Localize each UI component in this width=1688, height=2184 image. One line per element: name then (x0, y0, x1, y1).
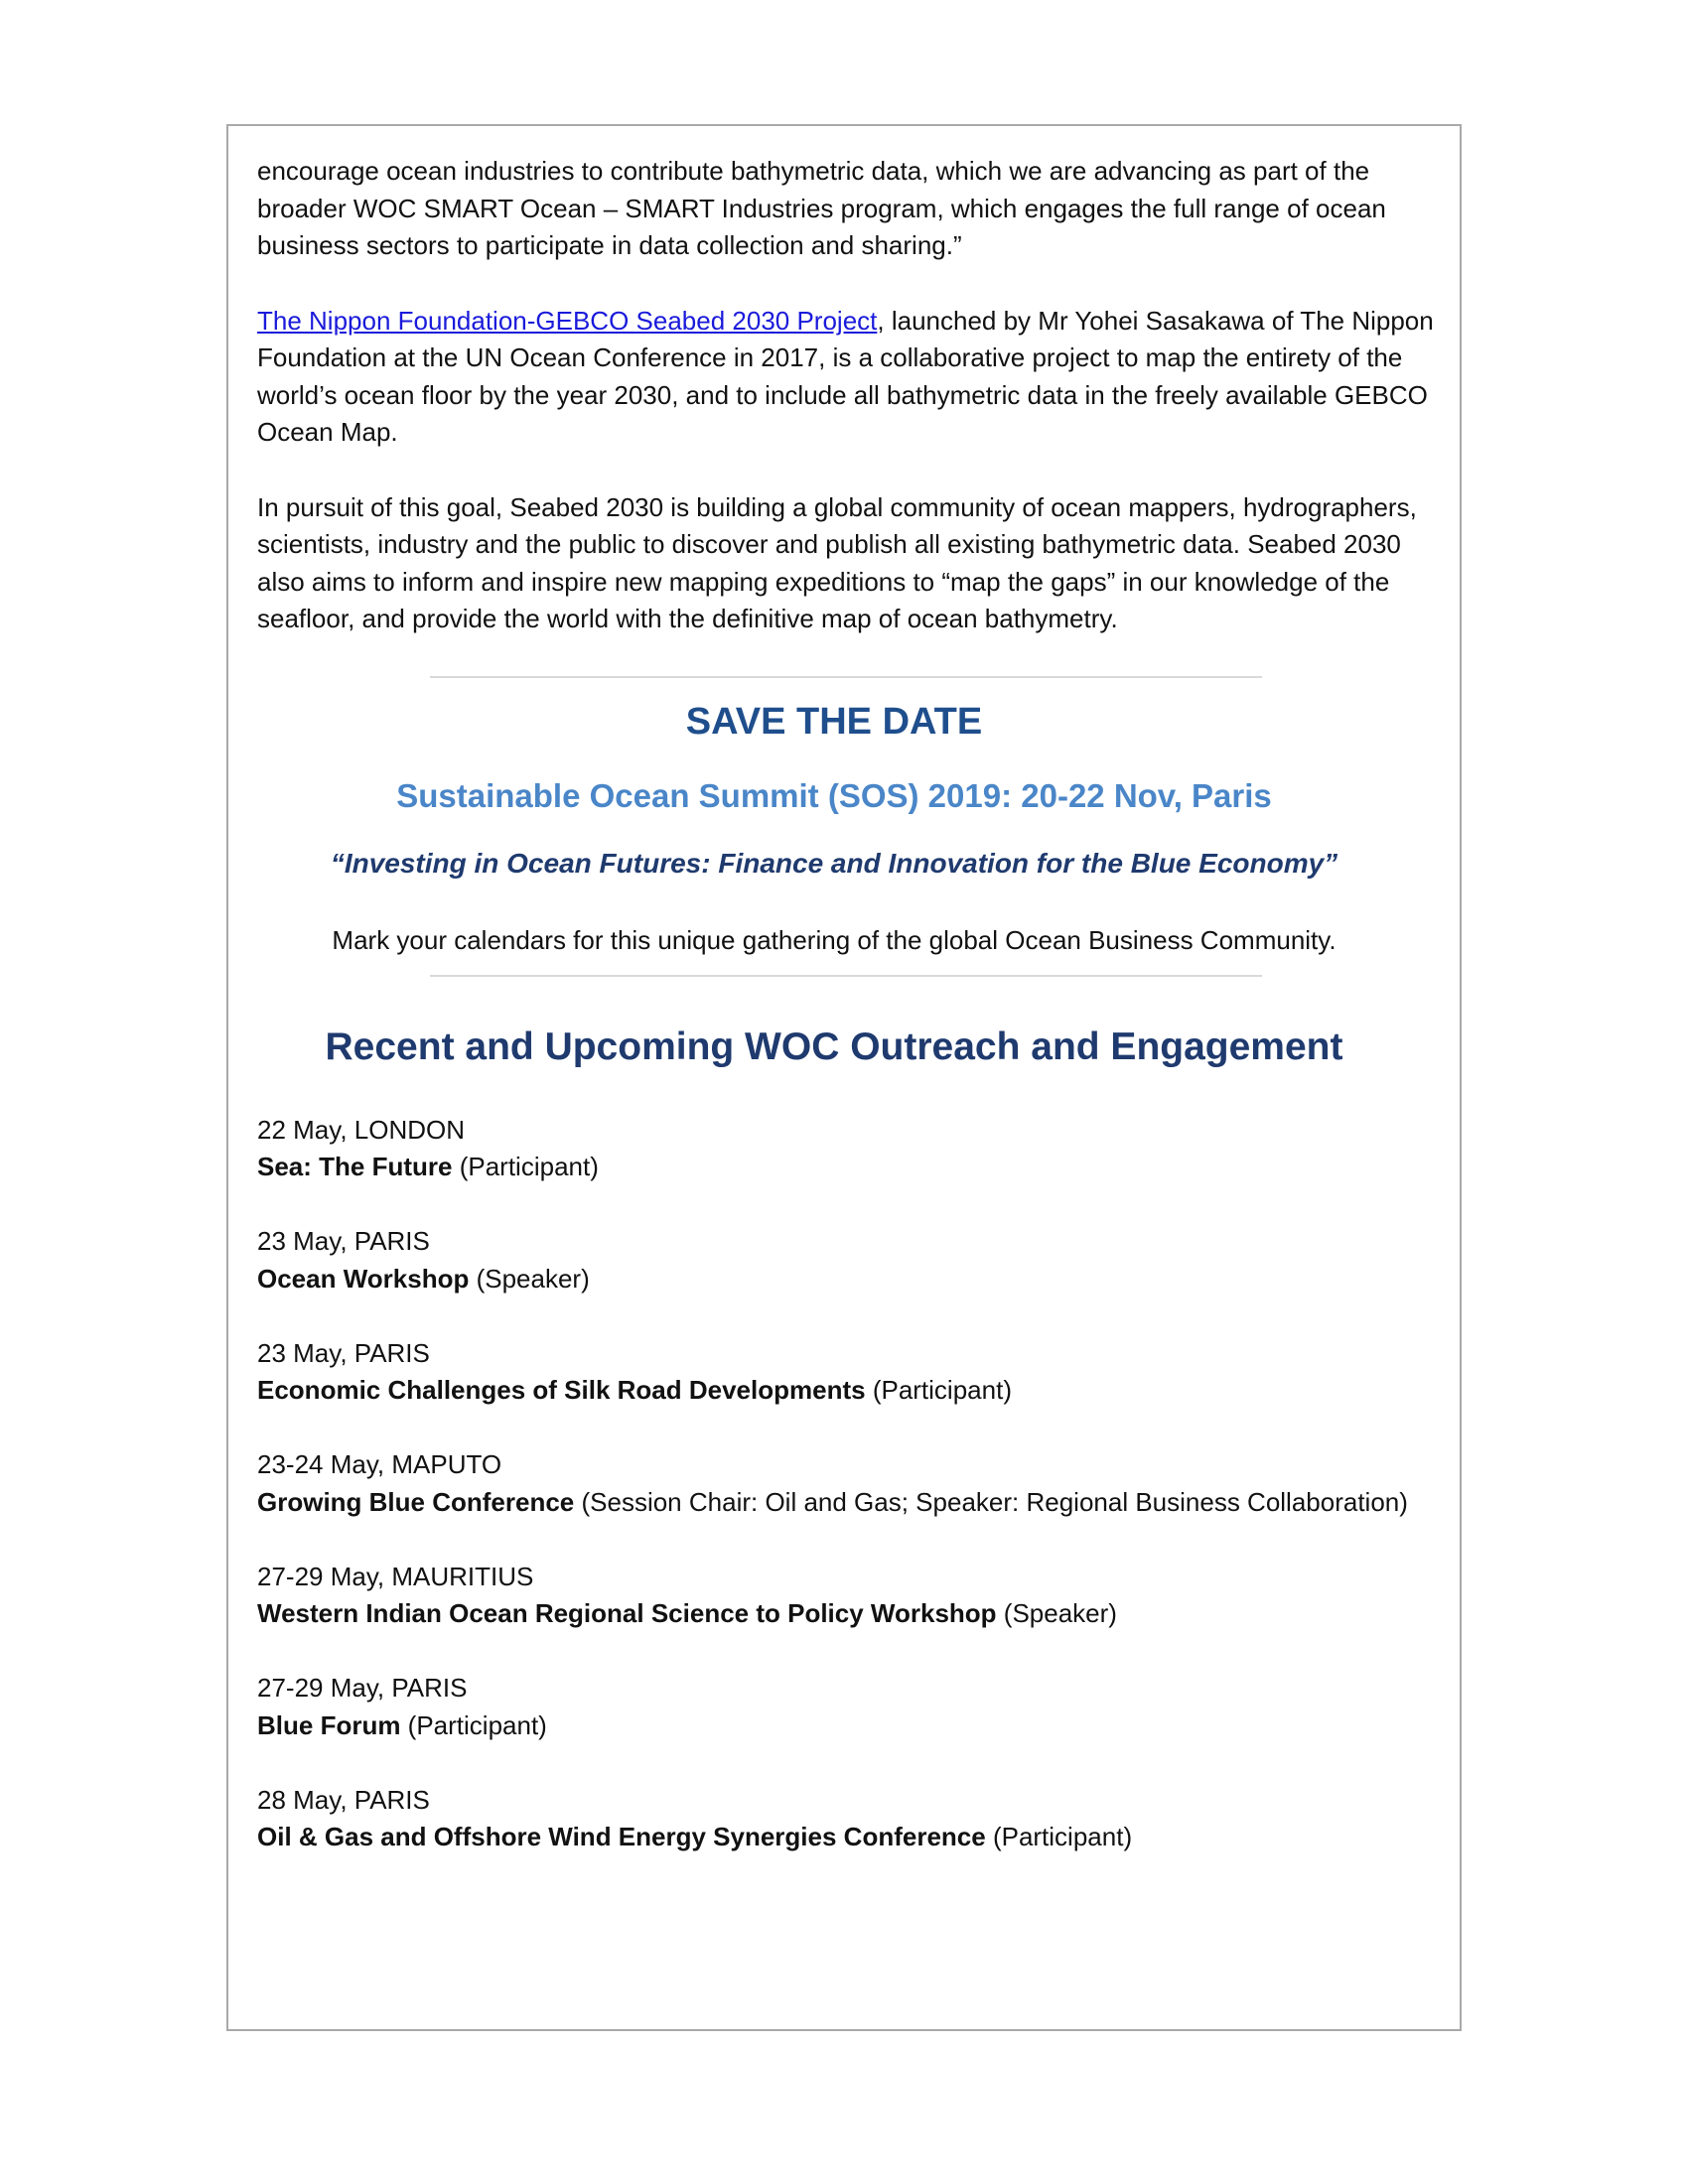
event-title: Ocean Workshop (257, 1263, 470, 1294)
event-role: (Speaker) (996, 1598, 1117, 1628)
event-title: Economic Challenges of Silk Road Developments (257, 1375, 866, 1405)
event-date: 23 May, PARIS (257, 1226, 430, 1256)
event-role: (Participant) (400, 1709, 547, 1740)
event-date: 27-29 May, MAURITIUS (257, 1561, 534, 1591)
calendar-note: Mark your calendars for this unique gathering of the global Ocean Business Community. (332, 924, 1336, 955)
event-title: Oil & Gas and Offshore Wind Energy Synergies Conference (257, 1822, 986, 1851)
save-the-date-heading: SAVE THE DATE (685, 700, 983, 743)
intro-paragraph-1: encourage ocean industries to contribute bathymetric data, which we are advancing as part of the broader WOC SMART Ocean – SMART Industries program, which engages the full range of ocean business sectors to participate in data collection and sharing.” (257, 156, 1386, 260)
event-role: (Participant) (452, 1152, 599, 1181)
event-date: 22 May, LONDON (257, 1114, 466, 1145)
intro-paragraph-2-text: , launched by Mr Yohei Sasakawa of The Nippon Foundation at the UN Ocean Conference in 2017, is a collaborative project to map the entirety of the world’s ocean floor by the year 2030, and to include all bathymetric data in the freely available GEBCO Ocean Map. (257, 305, 1434, 447)
event-title: Western Indian Ocean Regional Science to Policy Workshop (257, 1598, 997, 1628)
event-title: Sea: The Future (257, 1152, 453, 1181)
intro-paragraph-3: In pursuit of this goal, Seabed 2030 is building a global community of ocean mappers, hydrographers, scientists, industry and the public to discover and publish all existing bathymetric data. Seabed 2030 also aims to inform and inspire new mapping expeditions to “map the gaps” in our knowledge of the seafloor, and provide the world with the definitive map of ocean bathymetry. (257, 491, 1417, 633)
event-item (257, 1782, 1439, 1856)
event-role: (Participant) (985, 1822, 1133, 1851)
newsletter-content (257, 153, 1439, 1893)
event-item (257, 1335, 1439, 1410)
event-list (257, 1112, 1439, 1856)
event-date: 23 May, PARIS (257, 1337, 430, 1368)
event-item (257, 1559, 1439, 1633)
outreach-heading: Recent and Upcoming WOC Outreach and Engagement (325, 1024, 1343, 1068)
event-role: (Speaker) (469, 1263, 590, 1294)
section-divider-top (430, 676, 1262, 678)
section-divider-bottom (430, 975, 1262, 977)
summit-title: Sustainable Ocean Summit (SOS) 2019: 20-22 Nov, Paris (396, 776, 1272, 814)
event-date: 27-29 May, PARIS (257, 1673, 468, 1703)
event-item (257, 1112, 1439, 1186)
event-title: Blue Forum (257, 1709, 401, 1740)
event-title: Growing Blue Conference (257, 1486, 575, 1517)
event-item (257, 1223, 1439, 1297)
event-date: 28 May, PARIS (257, 1784, 430, 1815)
seabed-2030-link[interactable]: The Nippon Foundation-GEBCO Seabed 2030 Project (257, 305, 878, 336)
summit-tagline: “Investing in Ocean Futures: Finance and Innovation for the Blue Economy” (330, 847, 1338, 879)
intro-paragraph-2 (257, 303, 1439, 452)
event-item (257, 1446, 1439, 1521)
event-item (257, 1670, 1439, 1744)
event-role: (Session Chair: Oil and Gas; Speaker: Regional Business Collaboration) (574, 1486, 1408, 1517)
event-date: 23-24 May, MAPUTO (257, 1449, 502, 1479)
event-role: (Participant) (865, 1375, 1012, 1405)
